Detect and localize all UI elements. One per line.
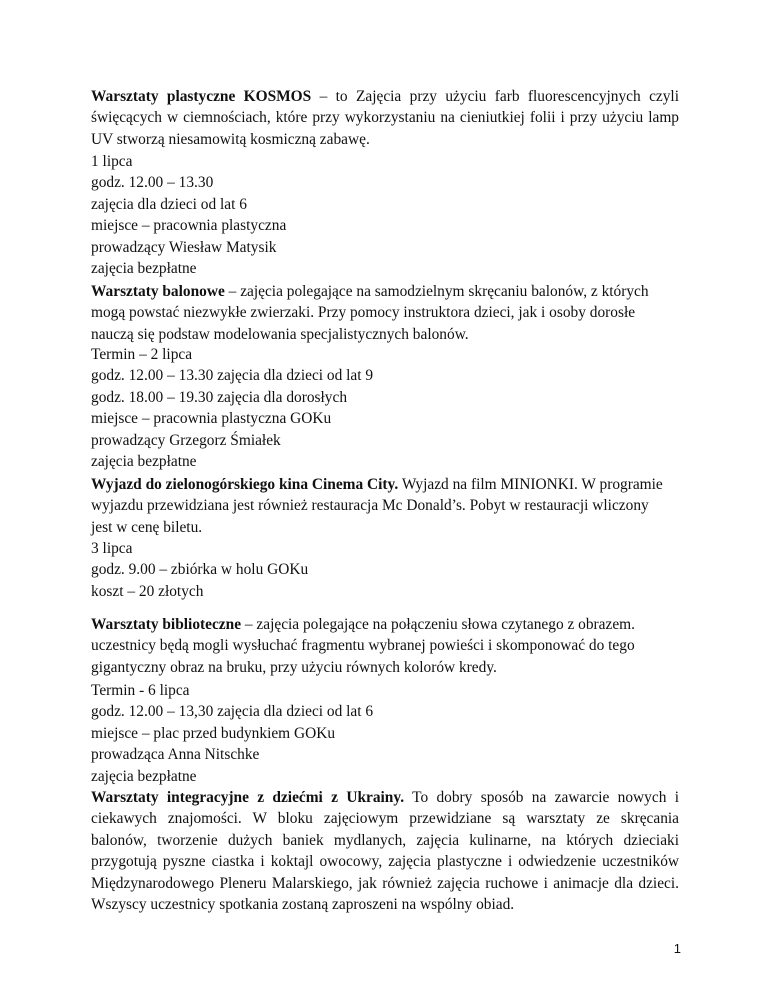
paragraph-line: Międzynarodowego Pleneru Malarskiego, jak również zajęcia ruchowe i animacje dla dzieci. [91,874,679,892]
section-kosmos-description [91,86,679,150]
section-biblioteczne-details [91,680,679,787]
paragraph-line: Warsztaty plastyczne KOSMOS – to Zajęcia przy użyciu farb fluorescencyjnych czyli [91,88,679,105]
detail-line: miejsce – pracownia plastyczna GOKu [91,410,332,428]
detail-line: 1 lipca [91,153,133,170]
paragraph-line: Warsztaty balonowe – zajęcia polegające na samodzielnym skręcaniu balonów, z których [91,283,649,300]
detail-line: godz. 9.00 – zbiórka w holu GOKu [91,561,309,579]
section-kino-description [91,474,679,538]
paragraph-line: balonów, tworzenie dużych baniek mydlanych, zajęcia kulinarne, na których dzieciaki [91,831,679,849]
paragraph-line: UV stworzą niesamowitą kosmiczną zabawę. [91,130,370,148]
section-balonowe-description [91,281,679,345]
detail-line: 3 lipca [91,540,133,557]
section-title: Warsztaty plastyczne KOSMOS [91,88,312,105]
paragraph-line: nauczą się podstaw modelowania specjalistycznych balonów. [91,325,469,343]
detail-line: prowadzący Wiesław Matysik [91,238,277,256]
section-title: Warsztaty integracyjne z dziećmi z Ukrainy. [91,789,405,806]
page-number: 1 [673,941,681,956]
detail-line: prowadząca Anna Nitschke [91,746,260,764]
detail-line: zajęcia bezpłatne [91,453,197,471]
paragraph-line: Wyjazd do zielonogórskiego kina Cinema City. Wyjazd na film MINIONKI. W programie [91,476,663,493]
section-title: Warsztaty balonowe [91,283,225,300]
paragraph-line: wyjazdu przewidziana jest również restauracja Mc Donald’s. Pobyt w restauracji wliczony [91,497,649,515]
detail-line: Termin - 6 lipca [91,682,190,699]
detail-line: prowadzący Grzegorz Śmiałek [91,431,281,449]
paragraph-line: uczestnicy będą mogli wysłuchać fragmentu wybranej powieści i skomponować do tego [91,637,635,655]
detail-line: miejsce – plac przed budynkiem GOKu [91,724,336,742]
paragraph-line: Wszyscy uczestnicy spotkania zostaną zaproszeni na wspólny obiad. [91,896,515,914]
paragraph-line: święcących w ciemnościach, które przy wykorzystaniu na cieniutkiej folii i przy użyciu lamp [91,109,679,127]
section-biblioteczne-description [91,614,679,678]
detail-line: godz. 12.00 – 13.30 zajęcia dla dzieci od lat 9 [91,367,374,385]
section-kosmos-details [91,151,679,279]
detail-line: godz. 18.00 – 19.30 zajęcia dla dorosłych [91,388,348,406]
paragraph-line: jest w cenę biletu. [91,518,203,536]
paragraph-line: Warsztaty integracyjne z dziećmi z Ukrainy. To dobry sposób na zawarcie nowych i [91,789,679,806]
paragraph-line: ciekawych znajomości. W bloku zajęciowym przewidziane są warsztaty ze skręcania [91,810,679,828]
section-title: Warsztaty biblioteczne [91,616,242,633]
detail-line: zajęcia dla dzieci od lat 6 [91,195,247,213]
detail-line: godz. 12.00 – 13.30 [91,174,214,192]
section-balonowe-details [91,344,679,472]
detail-line: Termin – 2 lipca [91,346,193,363]
detail-line: miejsce – pracownia plastyczna [91,217,287,235]
paragraph-line: Warsztaty biblioteczne – zajęcia polegające na połączeniu słowa czytanego z obrazem. [91,616,635,633]
paragraph-line: przygotują pyszne ciastka i koktajl owocowy, zajęcia plastyczne i odwiedzenie uczestników [91,853,679,871]
section-title: Wyjazd do zielonogórskiego kina Cinema City. [91,476,399,493]
detail-line: koszt – 20 złotych [91,582,204,600]
paragraph-line: gigantyczny obraz na bruku, przy użyciu równych kolorów kredy. [91,658,497,676]
detail-line: godz. 12.00 – 13,30 zajęcia dla dzieci od lat 6 [91,703,374,721]
detail-line: zajęcia bezpłatne [91,767,197,785]
detail-line: zajęcia bezpłatne [91,260,197,278]
section-integracyjne-description [91,787,679,915]
paragraph-line: mogą powstać niezwykłe zwierzaki. Przy pomocy instruktora dzieci, jak i osoby dorosłe [91,304,636,322]
section-kino-details [91,538,679,602]
